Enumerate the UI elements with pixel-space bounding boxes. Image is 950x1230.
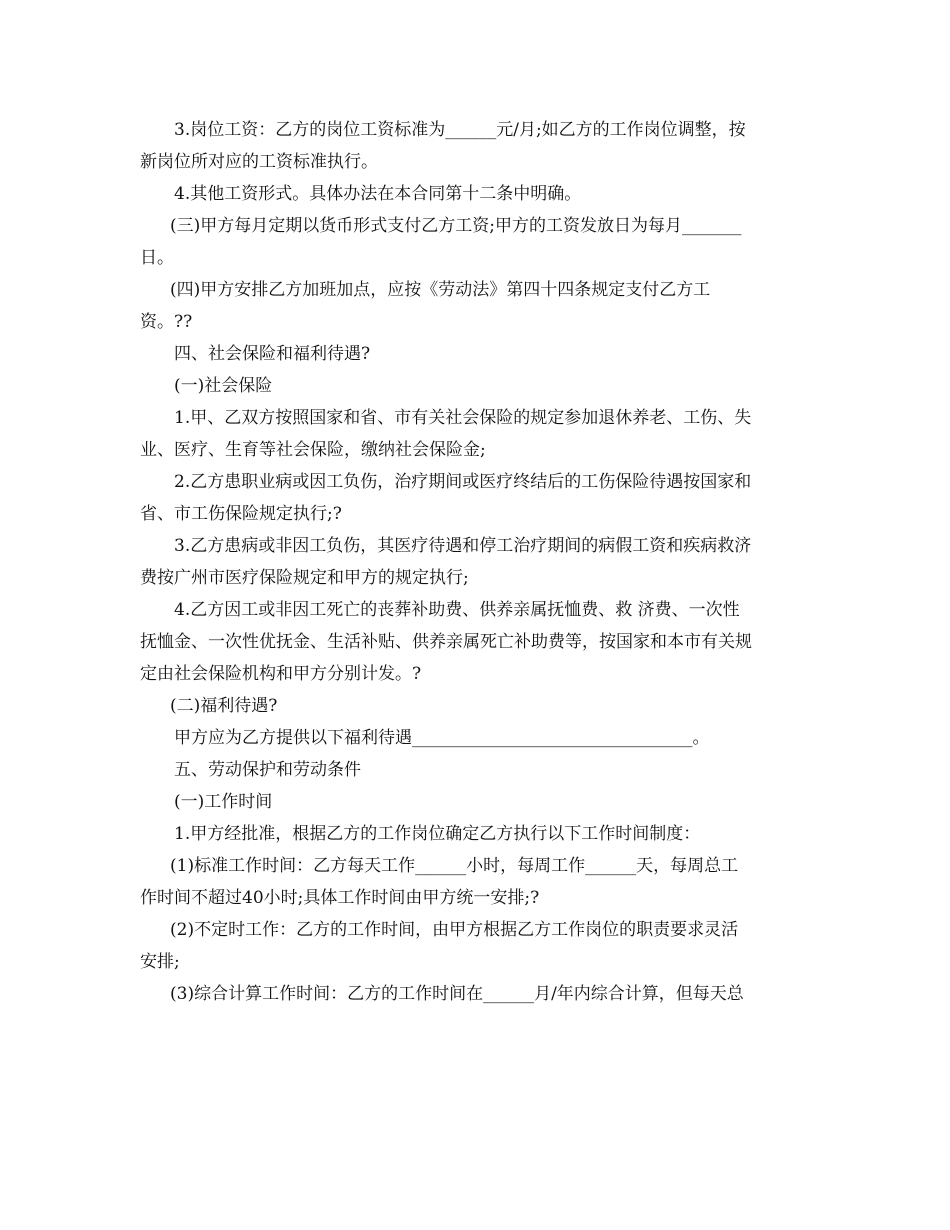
paragraph-line: 1.甲方经批准，根据乙方的工作岗位确定乙方执行以下工作时间制度： [174, 824, 701, 844]
subsection-heading: (一)工作时间 [174, 792, 273, 812]
subsection-heading: (一)社会保险 [174, 376, 273, 396]
document-body [140, 116, 812, 1009]
paragraph-line: 安排; [140, 952, 180, 972]
paragraph-line: 作时间不超过40小时;具体工作时间由甲方统一安排;? [140, 888, 540, 908]
paragraph-line: 抚恤金、一次性优抚金、生活补贴、供养亲属死亡补助费等，按国家和本市有关规 [140, 632, 752, 652]
paragraph-line: 定由社会保险机构和甲方分别计发。? [140, 664, 422, 684]
section-heading: 五、劳动保护和劳动条件 [174, 760, 361, 780]
paragraph-line: 日。 [140, 248, 174, 268]
paragraph-line: 4.其他工资形式。具体办法在本合同第十二条中明确。 [174, 184, 582, 204]
paragraph-line: 1.甲、乙双方按照国家和省、市有关社会保险的规定参加退休养老、工伤、失 [174, 408, 752, 428]
paragraph-line: 2.乙方患职业病或因工负伤，治疗期间或医疗终结后的工伤保险待遇按国家和 [174, 472, 752, 492]
paragraph-line: (3)综合计算工作时间：乙方的工作时间在______月/年内综合计算，但每天总 [170, 984, 744, 1004]
paragraph-line: (四)甲方安排乙方加班加点，应按《劳动法》第四十四条规定支付乙方工 [170, 280, 711, 300]
paragraph-line: 资。?? [140, 312, 193, 332]
paragraph-line: (1)标准工作时间：乙方每天工作______小时，每周工作______天，每周总工 [170, 856, 739, 876]
paragraph-line: 费按广州市医疗保险规定和甲方的规定执行; [140, 568, 469, 588]
paragraph-line: (2)不定时工作：乙方的工作时间，由甲方根据乙方工作岗位的职责要求灵活 [170, 920, 739, 940]
paragraph-line: 3.岗位工资：乙方的岗位工资标准为______元/月;如乙方的工作岗位调整，按 [174, 120, 746, 140]
subsection-heading: (二)福利待遇? [170, 696, 278, 716]
paragraph-line: 甲方应为乙方提供以下福利待遇_________________________________。 [174, 728, 710, 748]
paragraph-line: 业、医疗、生育等社会保险，缴纳社会保险金; [140, 440, 486, 460]
paragraph-line: 4.乙方因工或非因工死亡的丧葬补助费、供养亲属抚恤费、救 济费、一次性 [174, 600, 740, 620]
paragraph-line: 新岗位所对应的工资标准执行。 [140, 152, 378, 172]
section-heading: 四、社会保险和福利待遇? [174, 344, 371, 364]
paragraph-line: (三)甲方每月定期以货币形式支付乙方工资;甲方的工资发放日为每月_______ [170, 216, 742, 236]
paragraph-line: 省、市工伤保险规定执行;? [140, 504, 342, 524]
paragraph-line: 3.乙方患病或非因工负伤，其医疗待遇和停工治疗期间的病假工资和疾病救济 [174, 536, 752, 556]
